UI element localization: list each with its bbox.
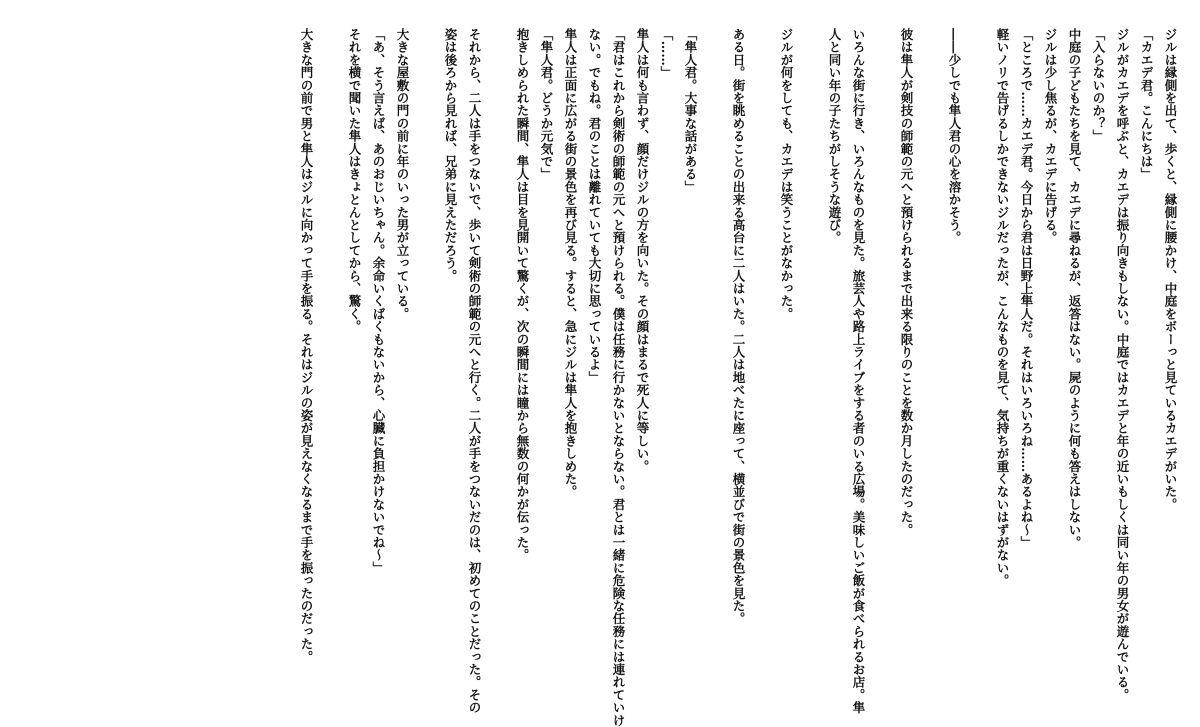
- text-line: ある日。街を眺めることの出来る高台に二人はいた。二人は地べたに座って、横並びで街の景色を見た。: [731, 28, 746, 625]
- text-line: 軽いノリで告げるしかできないジルだったが、こんなものを見て、気持ちが重くないはずがない。: [995, 28, 1010, 587]
- text-line: ジルがカエデを呼ぶと、カエデは振り向きもしない。中庭ではカエデと年の近いもしくは同い年の男女が遊んでいる。: [1115, 28, 1130, 702]
- text-line: 姿は後ろから見れば、兄弟に見えただろう。: [443, 28, 458, 282]
- text-line: 「君はこれから剣術の師範の元へと預けられる。僕は任務に行かないとならない。君とは一緒に危険な任務には連れていけ: [611, 28, 626, 727]
- text-line: ない。でもね。君のことは離れていても大切に思っているよ」: [587, 28, 602, 384]
- text-line: 彼は隼人が剣技の師範の元へと預けられるまで出来る限りのことを数か月したのだった。: [899, 28, 914, 536]
- text-line: それを横で聞いた隼人はきょとんとしてから、驚く。: [347, 28, 362, 333]
- blank-line: [918, 28, 942, 678]
- text-line: 「隼人君。どうか元気で」: [539, 28, 554, 181]
- text-line: ジルは少し焦るが、カエデに告げる。: [1043, 28, 1058, 244]
- text-line: いろんな街に行き、いろんなものを見た。旅芸人や路上ライブをする者のいる広場。美味しいご飯が食べられるお店。隼: [851, 28, 866, 714]
- vertical-text-body: [294, 28, 1182, 727]
- blank-line: [486, 28, 510, 678]
- text-line: 中庭の子どもたちを見て、カエデに尋ねるが、返答はない。屍のように何も答えはしない。: [1067, 28, 1082, 549]
- blank-line: [870, 28, 894, 678]
- blank-line: [414, 28, 438, 678]
- text-line: 「カエデ君。こんにちは」: [1139, 28, 1154, 181]
- blank-line: [966, 28, 990, 678]
- text-line: 「あ、そう言えば、あのおじいちゃん。余命いくばくもないから、心臓に負担かけないでね～」: [371, 28, 386, 575]
- text-line: 隼人は正面に広がる街の景色を再び見る。すると、急にジルは隼人を抱きしめた。: [563, 28, 578, 498]
- text-line: 抱きしめられた瞬間、隼人は目を見開いて驚くが、次の瞬間には瞳から無数の何かが伝った。: [515, 28, 530, 562]
- text-line: 「ところで……カエデ君。今日から君は日野上隼人だ。それはいろいろね……あるよね～」: [1019, 28, 1034, 549]
- text-line: 「……」: [659, 28, 674, 79]
- blank-line: [798, 28, 822, 678]
- blank-line: [702, 28, 726, 678]
- text-line: ジルは縁側を出て、歩くと、縁側に腰かけ、中庭をボーっと見ているカエデがいた。: [1163, 28, 1178, 511]
- text-line: 「入らないのか？」: [1091, 28, 1106, 143]
- text-line: ――少しでも隼人君の心を溶かそう。: [947, 28, 962, 244]
- text-line: それから、二人は手をつないで、歩いて剣術の師範の元へと行く。二人が手をつないだのは、初めてのことだった。その: [467, 28, 482, 714]
- blank-line: [750, 28, 774, 678]
- text-line: 大きな門の前で男と隼人はジルに向かって手を振る。それはジルの姿が見えなくなるまで手を振ったのだった。: [299, 28, 314, 663]
- text-line: 人と同い年の子たちがしそうな遊び。: [827, 28, 842, 244]
- text-line: ジルが何をしても、カエデは笑うことがなかった。: [779, 28, 794, 321]
- blank-line: [318, 28, 342, 678]
- text-line: 「隼人君。大事な話がある」: [683, 28, 698, 194]
- text-line: 大きな屋敷の門の前に年のいった男が立っている。: [395, 28, 410, 321]
- text-line: 隼人は何も言わず、顔だけジルの方を向いた。その顔はまるで死人に等しい。: [635, 28, 650, 473]
